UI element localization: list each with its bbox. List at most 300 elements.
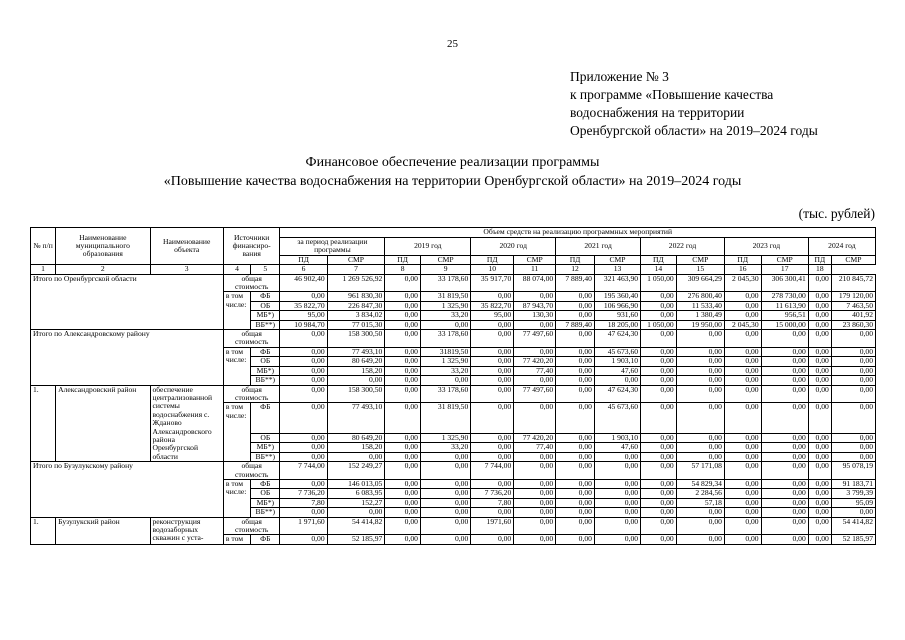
value-cell: 276 800,40 [676,292,724,301]
value-cell: 6 083,95 [327,489,385,498]
value-cell: 106 966,90 [594,301,640,310]
table-row [31,330,876,348]
row-number: 1. [31,517,56,544]
value-cell: 0,00 [471,385,514,403]
value-cell: 2 045,30 [724,320,761,329]
value-cell: 0,00 [676,403,724,434]
value-cell: 45 673,60 [594,347,640,356]
value-cell: 10 984,70 [280,320,327,329]
value-cell: 77,40 [514,443,556,452]
value-cell: 0,00 [676,535,724,544]
value-cell: 35 917,70 [471,274,514,292]
header-source: Источники финансиро-вания [223,228,280,265]
column-number: 2 [56,265,150,274]
value-cell: 47 624,30 [594,385,640,403]
value-cell: 0,00 [280,452,327,461]
value-cell: 0,00 [808,311,831,320]
value-cell: 47,60 [594,443,640,452]
value-cell: 0,00 [831,452,875,461]
value-cell: 0,00 [514,535,556,544]
value-cell: 0,00 [327,452,385,461]
value-cell: 0,00 [594,479,640,488]
value-cell: 0,00 [641,462,677,480]
value-cell: 0,00 [471,452,514,461]
value-cell: 0,00 [471,292,514,301]
value-cell: 0,00 [280,479,327,488]
funding-source: ВБ**) [251,508,280,517]
value-cell: 0,00 [724,489,761,498]
value-cell: 0,00 [514,462,556,480]
value-cell: 0,00 [556,433,595,442]
appendix-line: Приложение № 3 [570,69,669,84]
value-cell: 77 420,20 [514,433,556,442]
value-cell: 7 744,00 [280,462,327,480]
value-cell: 0,00 [514,292,556,301]
value-cell: 0,00 [471,508,514,517]
value-cell: 0,00 [761,376,808,385]
value-cell: 0,00 [420,376,470,385]
value-cell: 0,00 [385,274,421,292]
value-cell: 0,00 [831,366,875,375]
value-cell: 0,00 [808,292,831,301]
value-cell: 80 649,20 [327,433,385,442]
value-cell: 0,00 [385,292,421,301]
value-cell: 0,00 [420,452,470,461]
value-cell: 33,20 [420,366,470,375]
value-cell: 0,00 [641,403,677,434]
value-cell: 0,00 [724,292,761,301]
value-cell: 57,18 [676,498,724,507]
value-cell: 0,00 [724,452,761,461]
value-cell: 0,00 [556,292,595,301]
value-cell: 23 860,30 [831,320,875,329]
value-cell: 0,00 [808,433,831,442]
value-cell: 0,00 [641,357,677,366]
value-cell: 0,00 [280,347,327,356]
value-cell: 321 463,90 [594,274,640,292]
value-cell: 0,00 [556,452,595,461]
value-cell: 0,00 [556,462,595,480]
value-cell: 0,00 [831,385,875,403]
column-number: 6 [280,265,327,274]
value-cell: 0,00 [594,462,640,480]
table-row [31,274,876,292]
value-cell: 0,00 [641,311,677,320]
value-cell: 0,00 [420,508,470,517]
value-cell: 0,00 [556,311,595,320]
value-cell: 0,00 [761,517,808,535]
header-pd: ПД [641,255,677,264]
value-cell: 0,00 [556,385,595,403]
column-number: 17 [761,265,808,274]
value-cell: 0,00 [724,462,761,480]
value-cell: 7 463,50 [831,301,875,310]
value-cell: 0,00 [514,376,556,385]
value-cell: 0,00 [556,403,595,434]
header-year-2022: 2022 год [641,238,725,256]
value-cell: 0,00 [280,376,327,385]
column-number: 7 [327,265,385,274]
value-cell: 0,00 [514,508,556,517]
value-cell: 0,00 [385,320,421,329]
value-cell: 88 074,00 [514,274,556,292]
header-year-2023: 2023 год [724,238,808,256]
value-cell: 0,00 [385,330,421,348]
column-number: 1 [31,265,56,274]
value-cell: 0,00 [724,366,761,375]
value-cell: 0,00 [385,347,421,356]
value-cell: 11 533,40 [676,301,724,310]
value-cell: 0,00 [641,433,677,442]
value-cell: 0,00 [385,376,421,385]
value-cell: 0,00 [761,433,808,442]
value-cell: 0,00 [594,489,640,498]
header-year-2020: 2020 год [471,238,556,256]
value-cell: 0,00 [514,452,556,461]
value-cell: 0,00 [808,347,831,356]
value-cell: 0,00 [641,301,677,310]
value-cell: 0,00 [761,479,808,488]
value-cell: 0,00 [514,517,556,535]
value-cell: 52 185,97 [831,535,875,544]
value-cell: 0,00 [420,498,470,507]
value-cell: 0,00 [724,301,761,310]
column-number: 10 [471,265,514,274]
header-smr: СМР [514,255,556,264]
value-cell: 0,00 [808,366,831,375]
value-cell: 0,00 [676,517,724,535]
header-object: Наименование объекта [150,228,223,265]
value-cell: 0,00 [280,366,327,375]
column-number: 15 [676,265,724,274]
object-name: реконструкция водозаборных скважин с уста- [150,517,223,544]
value-cell: 0,00 [280,292,327,301]
value-cell: 1 903,10 [594,433,640,442]
value-cell: 95 078,19 [831,462,875,480]
column-number: 5 [251,265,280,274]
value-cell: 0,00 [420,489,470,498]
value-cell: 95,09 [831,498,875,507]
value-cell: 158,20 [327,443,385,452]
value-cell: 0,00 [761,452,808,461]
value-cell: 956,51 [761,311,808,320]
value-cell: 0,00 [641,366,677,375]
including-label: в том [223,535,250,544]
value-cell: 0,00 [808,462,831,480]
value-cell: 0,00 [641,385,677,403]
funding-source: ФБ [251,403,280,434]
page-number: 25 [447,38,458,50]
value-cell: 0,00 [280,330,327,348]
value-cell: 7 736,20 [471,489,514,498]
value-cell: 95,00 [471,311,514,320]
value-cell: 91 183,71 [831,479,875,488]
value-cell: 0,00 [385,452,421,461]
value-cell: 46 902,40 [280,274,327,292]
value-cell: 54 829,34 [676,479,724,488]
value-cell: 0,00 [420,462,470,480]
value-cell: 0,00 [831,508,875,517]
value-cell: 2 284,56 [676,489,724,498]
value-cell: 0,00 [724,535,761,544]
total-cost-label: общая стоимость [223,330,280,348]
value-cell: 0,00 [808,330,831,348]
value-cell: 1 325,90 [420,357,470,366]
value-cell: 0,00 [676,366,724,375]
value-cell: 0,00 [831,433,875,442]
value-cell: 15 000,00 [761,320,808,329]
value-cell: 7,80 [280,498,327,507]
value-cell: 0,00 [808,274,831,292]
value-cell: 0,00 [761,385,808,403]
header-pd: ПД [385,255,421,264]
value-cell: 0,00 [761,535,808,544]
funding-source: МБ*) [251,311,280,320]
appendix-line: к программе «Повышение качества [570,87,774,102]
header-smr: СМР [420,255,470,264]
value-cell: 95,00 [280,311,327,320]
value-cell: 0,00 [676,376,724,385]
value-cell: 0,00 [556,508,595,517]
object-name: обеспечение централизованной системы водоснабжения с. Жданово Александровского района Оренбургской области [150,385,223,462]
including-label: в том числе: [223,347,250,385]
value-cell: 33,20 [420,311,470,320]
value-cell: 33,20 [420,443,470,452]
header-smr: СМР [594,255,640,264]
value-cell: 0,00 [831,403,875,434]
value-cell: 0,00 [471,366,514,375]
value-cell: 401,92 [831,311,875,320]
value-cell: 306 300,41 [761,274,808,292]
municipality-name: Александровский район [56,385,150,462]
value-cell: 0,00 [471,443,514,452]
value-cell: 0,00 [420,479,470,488]
funding-source: ФБ [251,535,280,544]
value-cell: 0,00 [808,443,831,452]
value-cell: 0,00 [676,330,724,348]
header-volume: Объем средств на реализацию программных мероприятий [280,228,876,238]
value-cell: 0,00 [641,535,677,544]
value-cell: 0,00 [676,385,724,403]
value-cell: 0,00 [808,357,831,366]
value-cell: 0,00 [594,508,640,517]
value-cell: 0,00 [471,479,514,488]
value-cell: 0,00 [808,385,831,403]
funding-source: МБ*) [251,443,280,452]
header-total-period: за период реализации программы [280,238,385,256]
header-smr: СМР [327,255,385,264]
value-cell: 77 497,60 [514,330,556,348]
value-cell: 0,00 [808,403,831,434]
column-number: 18 [808,265,831,274]
value-cell: 961 830,30 [327,292,385,301]
value-cell: 0,00 [514,489,556,498]
value-cell: 1 050,00 [641,320,677,329]
value-cell: 0,00 [556,347,595,356]
value-cell: 0,00 [594,535,640,544]
value-cell: 0,00 [385,489,421,498]
value-cell: 0,00 [761,403,808,434]
value-cell: 0,00 [385,366,421,375]
value-cell: 1 325,90 [420,433,470,442]
value-cell: 0,00 [556,517,595,535]
value-cell: 7 736,20 [280,489,327,498]
value-cell: 0,00 [831,443,875,452]
header-pd: ПД [808,255,831,264]
value-cell: 0,00 [724,517,761,535]
column-number: 16 [724,265,761,274]
section-title: Итого по Бузулукскому району [31,462,224,517]
financing-table [30,227,876,545]
value-cell: 0,00 [761,489,808,498]
value-cell: 35 822,70 [280,301,327,310]
value-cell: 3 834,02 [327,311,385,320]
value-cell: 0,00 [594,517,640,535]
funding-source: ОБ [251,489,280,498]
value-cell: 0,00 [641,443,677,452]
title-line: Финансовое обеспечение реализации программы [305,155,600,170]
value-cell: 179 120,00 [831,292,875,301]
funding-source: МБ*) [251,366,280,375]
value-cell: 0,00 [556,498,595,507]
value-cell: 0,00 [761,366,808,375]
value-cell: 0,00 [831,357,875,366]
value-cell: 0,00 [327,508,385,517]
value-cell: 0,00 [831,376,875,385]
total-cost-label: общая стоимость [223,385,280,403]
value-cell: 0,00 [280,443,327,452]
funding-source: ФБ [251,292,280,301]
total-cost-label: общая стоимость [223,462,280,480]
section-title: Итого по Оренбургской области [31,274,224,329]
funding-source: ОБ [251,357,280,366]
value-cell: 0,00 [471,320,514,329]
value-cell: 0,00 [831,330,875,348]
value-cell: 0,00 [808,489,831,498]
value-cell: 0,00 [556,330,595,348]
value-cell: 0,00 [385,403,421,434]
value-cell: 0,00 [514,479,556,488]
value-cell: 87 943,70 [514,301,556,310]
value-cell: 0,00 [385,535,421,544]
value-cell: 0,00 [761,347,808,356]
value-cell: 0,00 [724,385,761,403]
value-cell: 130,30 [514,311,556,320]
header-municipality: Наименование муниципального образования [56,228,150,265]
value-cell: 19 950,00 [676,320,724,329]
value-cell: 0,00 [641,498,677,507]
value-cell: 0,00 [808,517,831,535]
value-cell: 0,00 [724,498,761,507]
section-title: Итого по Александровскому району [31,330,224,385]
value-cell: 0,00 [724,479,761,488]
value-cell: 0,00 [385,479,421,488]
value-cell: 1 380,49 [676,311,724,320]
value-cell: 0,00 [471,433,514,442]
value-cell: 0,00 [471,347,514,356]
including-label: в том числе: [223,403,250,462]
including-label: в том числе: [223,292,250,330]
value-cell: 0,00 [808,508,831,517]
municipality-name: Бузулукский район [56,517,150,544]
value-cell: 0,00 [641,508,677,517]
value-cell: 7 744,00 [471,462,514,480]
funding-source: МБ*) [251,498,280,507]
value-cell: 158,20 [327,366,385,375]
value-cell: 31819,50 [420,347,470,356]
table-row [31,385,876,403]
value-cell: 0,00 [471,535,514,544]
value-cell: 0,00 [471,403,514,434]
value-cell: 195 360,40 [594,292,640,301]
value-cell: 210 845,72 [831,274,875,292]
value-cell: 0,00 [724,433,761,442]
value-cell: 0,00 [641,479,677,488]
value-cell: 0,00 [676,347,724,356]
value-cell: 0,00 [385,311,421,320]
value-cell: 0,00 [514,498,556,507]
value-cell: 7,80 [471,498,514,507]
value-cell: 11 613,90 [761,301,808,310]
value-cell: 0,00 [831,347,875,356]
column-number: 13 [594,265,640,274]
value-cell: 0,00 [808,498,831,507]
funding-source: ОБ [251,433,280,442]
value-cell: 158 300,50 [327,385,385,403]
value-cell: 0,00 [724,403,761,434]
value-cell: 0,00 [385,462,421,480]
value-cell: 0,00 [556,301,595,310]
value-cell: 0,00 [385,498,421,507]
value-cell: 0,00 [761,330,808,348]
value-cell: 54 414,82 [327,517,385,535]
value-cell: 7 889,40 [556,274,595,292]
value-cell: 0,00 [556,357,595,366]
value-cell: 0,00 [471,330,514,348]
value-cell: 54 414,82 [831,517,875,535]
value-cell: 152 249,27 [327,462,385,480]
header-year-2024: 2024 год [808,238,875,256]
value-cell: 0,00 [594,498,640,507]
header-smr: СМР [761,255,808,264]
value-cell: 0,00 [385,508,421,517]
value-cell: 0,00 [514,347,556,356]
funding-source: ОБ [251,301,280,310]
value-cell: 77,40 [514,366,556,375]
header-num: № п/п [31,228,56,265]
value-cell: 0,00 [761,443,808,452]
value-cell: 0,00 [280,385,327,403]
value-cell: 0,00 [471,376,514,385]
value-cell: 0,00 [280,433,327,442]
value-cell: 33 178,60 [420,385,470,403]
value-cell: 0,00 [514,403,556,434]
table-row [31,517,876,535]
including-label: в том числе: [223,479,250,517]
value-cell: 47,60 [594,366,640,375]
value-cell: 35 822,70 [471,301,514,310]
value-cell: 0,00 [420,535,470,544]
value-cell: 1971,60 [471,517,514,535]
value-cell: 77 015,30 [327,320,385,329]
value-cell: 31 819,50 [420,292,470,301]
column-number: 14 [641,265,677,274]
value-cell: 47 624,30 [594,330,640,348]
value-cell: 3 799,39 [831,489,875,498]
total-cost-label: общая стоимость [223,517,280,535]
row-number: 1. [31,385,56,462]
value-cell: 77 497,60 [514,385,556,403]
